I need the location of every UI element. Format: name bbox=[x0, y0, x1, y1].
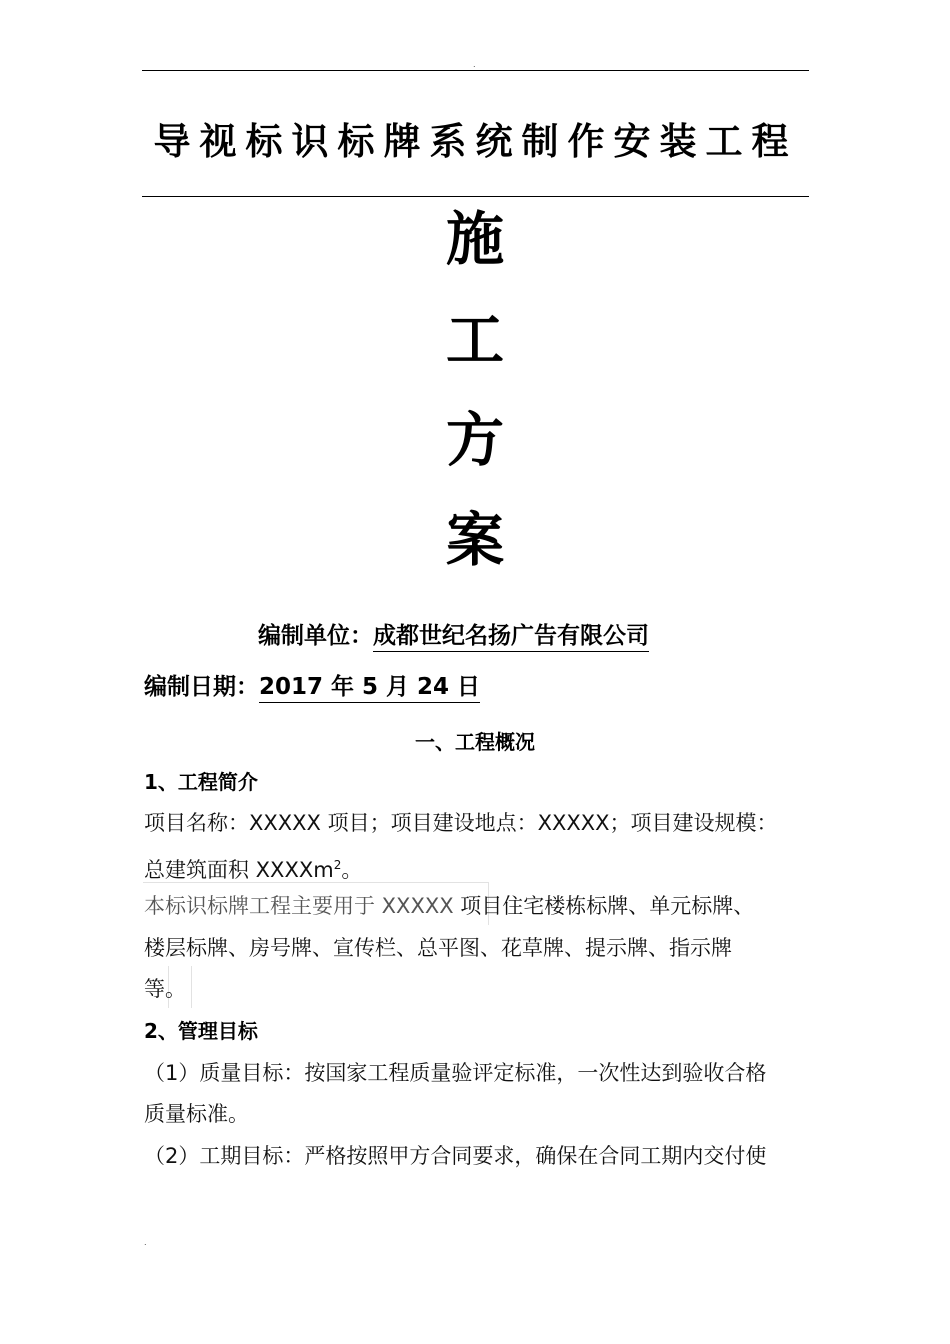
footer-dot: . bbox=[144, 1238, 147, 1247]
subheading-intro: 1、工程简介 bbox=[144, 770, 258, 794]
compiler-unit bbox=[258, 620, 649, 652]
big-char-3: 方 bbox=[445, 406, 504, 474]
title-rule bbox=[142, 196, 809, 197]
compile-date bbox=[144, 671, 480, 703]
big-char-4: 案 bbox=[445, 506, 504, 574]
paragraph-schedule-line1: （2）工期目标：严格按照甲方合同要求，确保在合同工期内交付使 bbox=[144, 1144, 767, 1168]
paragraph-scope-line3: 等。 bbox=[144, 977, 186, 1001]
scope-gray-text: 本标识标牌工程主要用于 XXXXX bbox=[144, 894, 461, 918]
paragraph-quality-line1: （1）质量目标：按国家工程质量验评定标准，一次性达到验收合格 bbox=[144, 1061, 767, 1085]
subheading-management: 2、管理目标 bbox=[144, 1019, 258, 1043]
section-heading-overview: 一、工程概况 bbox=[415, 730, 535, 754]
paragraph-quality-line2: 质量标准。 bbox=[144, 1102, 249, 1126]
big-char-2: 工 bbox=[445, 306, 504, 374]
paragraph-project-line2 bbox=[144, 851, 362, 884]
compile-date-label: 编制日期： bbox=[144, 674, 259, 700]
compiler-unit-value: 成都世纪名扬广告有限公司 bbox=[373, 623, 649, 652]
paragraph-scope-line1 bbox=[144, 892, 754, 920]
area-superscript: 2 bbox=[333, 858, 342, 872]
header-dot: . bbox=[473, 60, 476, 69]
scope-rest-text: 项目住宅楼栋标牌、单元标牌、 bbox=[460, 894, 755, 918]
paragraph-scope-line2: 楼层标牌、房号牌、宣传栏、总平图、花草牌、提示牌、指示牌 bbox=[144, 936, 732, 960]
area-text: 总建筑面积 XXXXm bbox=[144, 858, 334, 882]
top-rule bbox=[142, 70, 809, 71]
document-title: 导视标识标牌系统制作安装工程 bbox=[153, 120, 798, 163]
compile-date-value: 2017 年 5 月 24 日 bbox=[259, 674, 480, 703]
paragraph-project-line1: 项目名称：XXXXX 项目；项目建设地点：XXXXX；项目建设规模： bbox=[144, 811, 778, 835]
big-char-1: 施 bbox=[445, 205, 504, 273]
compiler-unit-label: 编制单位： bbox=[258, 623, 373, 649]
area-period: 。 bbox=[341, 858, 363, 882]
